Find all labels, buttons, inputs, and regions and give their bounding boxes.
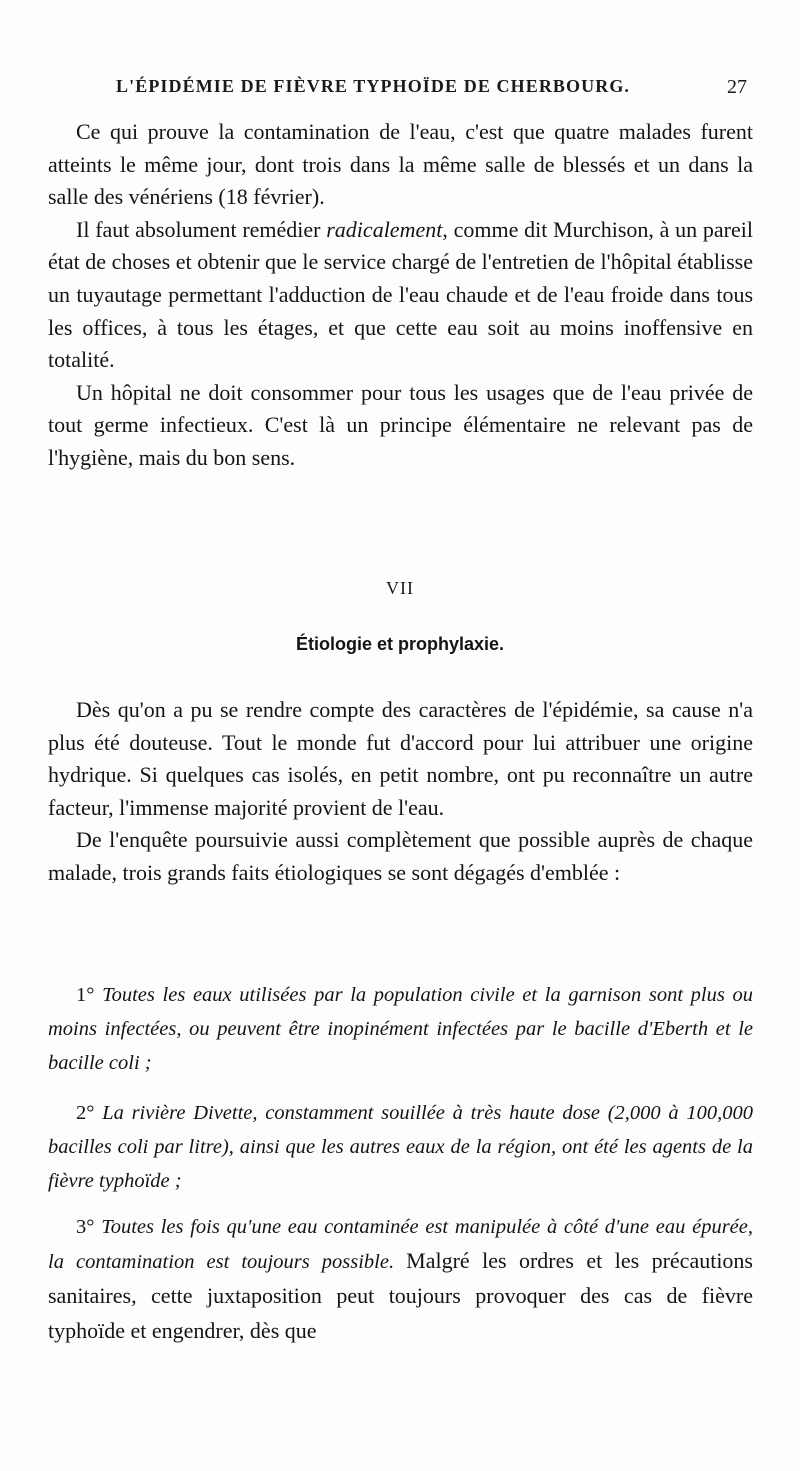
paragraph: Dès qu'on a pu se rendre compte des caractères de l'épidémie, sa cause n'a plus été douteuse. Tout le monde fut d'accord pour lui attribuer une origine hydrique. Si quelques cas isolés, en petit nombre, ont pu reconnaître un autre facteur, l'immense majorité provient de l'eau. xyxy=(48,697,753,820)
fact-continuation: Malgré les ordres et les précautions sanitaires, cette juxtaposition peut toujours provoquer des cas de fièvre typhoïde et engendrer, dès que xyxy=(48,1248,753,1343)
fact-text: La rivière Divette, constamment souillée à très haute dose (2,000 à 100,000 bacilles coli par litre), ainsi que les autres eaux de la région, ont été les agents de la fièvre typhoïde ; xyxy=(48,1102,753,1192)
fact-text: Toutes les eaux utilisées par la population civile et la garnison sont plus ou moins infectées, ou peuvent être inopinément infectées par le bacille d'Eberth et le bacille coli ; xyxy=(48,984,753,1074)
fact-number: 3° xyxy=(76,1216,95,1238)
fact-text: Toutes les fois qu'une eau contaminée est manipulée à côté d'une eau épurée, la contamination est toujours possible. xyxy=(48,1216,753,1273)
section-number: VII xyxy=(386,578,414,598)
paragraph: Un hôpital ne doit consommer pour tous les usages que de l'eau privée de tout germe infectieux. C'est là un principe élémentaire ne relevant pas de l'hygiène, mais du bon sens. xyxy=(48,379,753,470)
text-block-contamination xyxy=(48,116,753,475)
etiological-fact-3 xyxy=(48,1210,753,1349)
emphasis: radicalement xyxy=(326,216,443,242)
fact-number: 1° xyxy=(76,984,95,1006)
page-number: 27 xyxy=(727,76,747,98)
text-span: Il faut absolument remédier xyxy=(76,216,327,242)
etiological-fact-1 xyxy=(48,978,753,1080)
text-block-etiology xyxy=(48,694,753,890)
page-header xyxy=(48,74,753,104)
running-head: L'ÉPIDÉMIE DE FIÈVRE TYPHOÏDE DE CHERBOURG. xyxy=(116,76,631,96)
text-span: , comme dit Murchison, à un pareil état de choses et obtenir que le service chargé de l'entretien de l'hôpital établisse un tuyautage permettant l'adduction de l'eau chaude et de l'eau froide dans tous les offices, à tous les étages, et que cette eau soit au moins inoffensive en totalité. xyxy=(48,216,753,373)
fact-item xyxy=(48,1096,753,1198)
paragraph: Ce qui prouve la contamination de l'eau, c'est que quatre malades furent atteints le même jour, dont trois dans la même salle de blessés et un dans la salle des vénériens (18 février). xyxy=(48,119,753,210)
fact-number: 2° xyxy=(76,1102,95,1124)
fact-item xyxy=(48,1210,753,1349)
paragraph xyxy=(48,214,753,377)
etiological-fact-2 xyxy=(48,1096,753,1198)
paragraph: De l'enquête poursuivie aussi complètement que possible auprès de chaque malade, trois grands faits étiologiques se sont dégagés d'emblée : xyxy=(48,827,753,885)
fact-item xyxy=(48,978,753,1080)
section-title: Étiologie et prophylaxie. xyxy=(295,634,505,654)
